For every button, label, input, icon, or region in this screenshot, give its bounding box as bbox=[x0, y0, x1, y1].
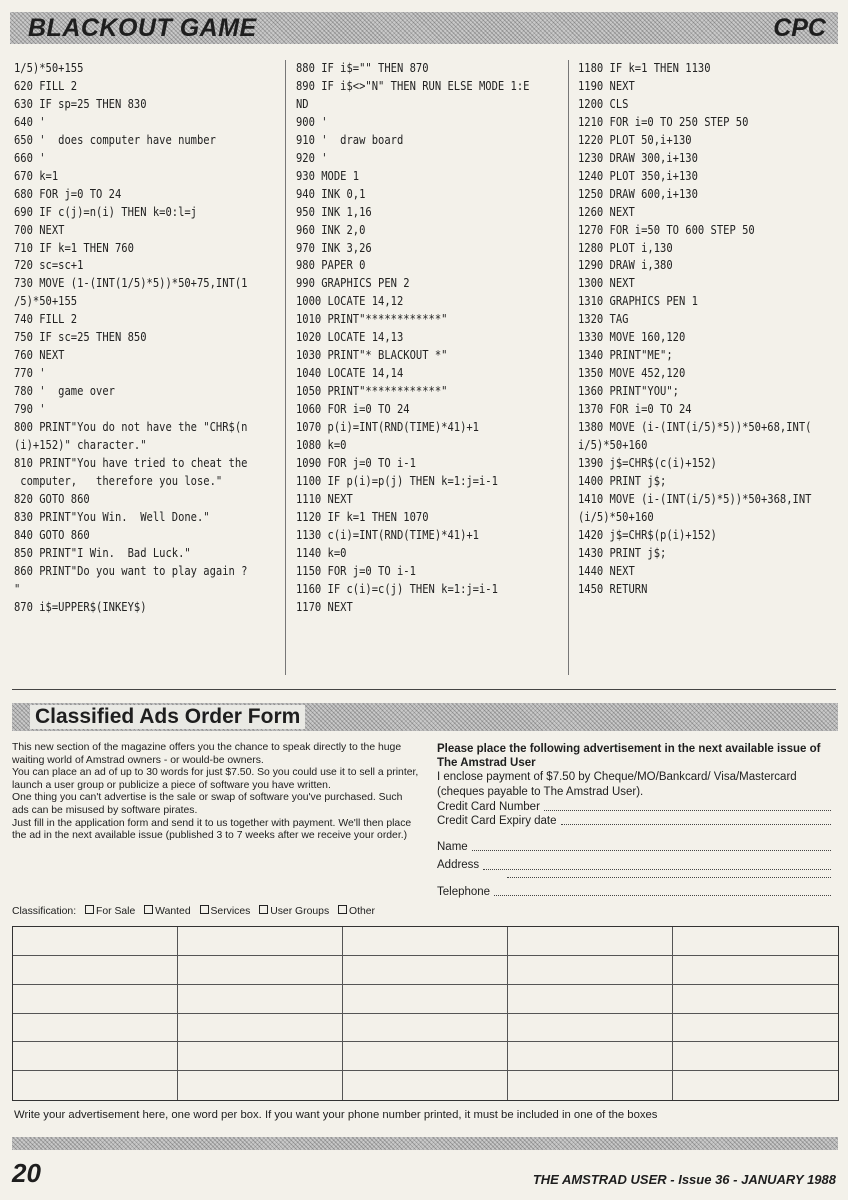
word-box[interactable] bbox=[673, 985, 838, 1014]
code-line: 1000 LOCATE 14,12 bbox=[296, 294, 404, 309]
word-box[interactable] bbox=[673, 927, 838, 956]
code-line: 900 ' bbox=[296, 114, 328, 129]
code-line: 880 IF i$="" THEN 870 bbox=[296, 61, 429, 75]
code-line: 1150 FOR j=0 TO i-1 bbox=[296, 563, 416, 578]
code-line: 890 IF i$<>"N" THEN RUN ELSE MODE 1:E bbox=[296, 78, 530, 93]
code-line: 1380 MOVE (i-(INT(i/5)*5))*50+68,INT( bbox=[578, 420, 812, 435]
page-number: 20 bbox=[12, 1158, 41, 1188]
address-field[interactable]: Address bbox=[437, 858, 833, 872]
code-line: 690 IF c(j)=n(i) THEN k=0:l=j bbox=[14, 204, 198, 219]
code-line: 1140 k=0 bbox=[296, 545, 347, 560]
column-divider bbox=[285, 60, 286, 675]
word-box[interactable] bbox=[673, 1014, 838, 1043]
classification-row bbox=[12, 905, 375, 917]
word-box[interactable] bbox=[508, 1014, 673, 1043]
code-line: 1030 PRINT"* BLACKOUT *" bbox=[296, 348, 448, 363]
word-box[interactable] bbox=[508, 1042, 673, 1071]
code-line: 1390 j$=CHR$(c(i)+152) bbox=[578, 455, 717, 470]
payment-text: I enclose payment of $7.50 by Cheque/MO/Bankcard/ Visa/Mastercard (cheques payable to The Amstrad User). bbox=[437, 771, 797, 798]
code-line: 1310 GRAPHICS PEN 1 bbox=[578, 294, 698, 309]
code-line: 1210 FOR i=0 TO 250 STEP 50 bbox=[578, 114, 749, 129]
code-line: 850 PRINT"I Win. Bad Luck." bbox=[14, 545, 191, 560]
word-box[interactable] bbox=[343, 1042, 508, 1071]
code-line: 930 MODE 1 bbox=[296, 168, 360, 183]
word-box[interactable] bbox=[13, 1042, 178, 1071]
code-line: 630 IF sp=25 THEN 830 bbox=[14, 96, 147, 111]
word-box[interactable] bbox=[343, 927, 508, 956]
checkbox-for-sale[interactable] bbox=[85, 905, 94, 914]
code-line: 670 k=1 bbox=[14, 168, 59, 183]
code-line: 1190 NEXT bbox=[578, 78, 635, 93]
order-details bbox=[437, 742, 833, 899]
code-line: i/5)*50+160 bbox=[578, 438, 648, 453]
code-line: 1110 NEXT bbox=[296, 491, 353, 506]
code-line: 1220 PLOT 50,i+130 bbox=[578, 132, 692, 147]
code-line: 1120 IF k=1 THEN 1070 bbox=[296, 509, 429, 524]
word-box[interactable] bbox=[508, 927, 673, 956]
code-line: 1270 FOR i=50 TO 600 STEP 50 bbox=[578, 222, 755, 237]
code-line: 1050 PRINT"************" bbox=[296, 384, 448, 399]
code-line: 1/5)*50+155 bbox=[14, 61, 84, 75]
code-line: computer, therefore you lose." bbox=[20, 473, 223, 488]
code-line: 860 PRINT"Do you want to play again ? bbox=[14, 563, 248, 578]
listing-column-1 bbox=[14, 60, 247, 617]
order-heading: Please place the following advertisement in the next available issue of The Amstrad User bbox=[437, 743, 821, 770]
code-line: 1200 CLS bbox=[578, 96, 629, 111]
checkbox-wanted[interactable] bbox=[144, 905, 153, 914]
code-line: 1440 NEXT bbox=[578, 563, 635, 578]
code-line: 910 ' draw board bbox=[296, 132, 404, 147]
code-line: 1420 j$=CHR$(p(i)+152) bbox=[578, 527, 717, 542]
word-box[interactable] bbox=[13, 956, 178, 985]
write-note: Write your advertisement here, one word per box. If you want your phone number printed, it must be included in one of the boxes bbox=[14, 1109, 658, 1121]
word-box[interactable] bbox=[178, 1042, 343, 1071]
word-box[interactable] bbox=[508, 985, 673, 1014]
code-line: 1370 FOR i=0 TO 24 bbox=[578, 402, 692, 417]
code-line: 960 INK 2,0 bbox=[296, 222, 366, 237]
word-box[interactable] bbox=[13, 985, 178, 1014]
code-line: 1450 RETURN bbox=[578, 581, 648, 596]
code-line: 750 IF sc=25 THEN 850 bbox=[14, 330, 147, 345]
platform-tag: CPC bbox=[773, 14, 826, 42]
ads-intro bbox=[12, 742, 420, 843]
code-line: 980 PAPER 0 bbox=[296, 258, 366, 273]
code-line: 830 PRINT"You Win. Well Done." bbox=[14, 509, 210, 524]
code-line: 640 ' bbox=[14, 114, 46, 129]
listing-column-2 bbox=[296, 60, 529, 617]
code-line: 1410 MOVE (i-(INT(i/5)*5))*50+368,INT bbox=[578, 491, 812, 506]
classification-label: Classification: bbox=[12, 906, 77, 917]
code-line: 1260 NEXT bbox=[578, 204, 635, 219]
code-line: (i)+152)" character." bbox=[14, 438, 147, 453]
word-box[interactable] bbox=[178, 985, 343, 1014]
code-line: 1100 IF p(i)=p(j) THEN k=1:j=i-1 bbox=[296, 473, 498, 488]
ads-title: Classified Ads Order Form bbox=[30, 705, 305, 729]
code-line: 920 ' bbox=[296, 150, 328, 165]
intro-paragraph: One thing you can't advertise is the sale or swap of software you've purchased. Such ads can be misused by software pirates. bbox=[12, 792, 403, 816]
word-box[interactable] bbox=[508, 1071, 673, 1100]
code-line: 1230 DRAW 300,i+130 bbox=[578, 150, 698, 165]
code-line: 620 FILL 2 bbox=[14, 78, 78, 93]
code-line: 680 FOR j=0 TO 24 bbox=[14, 186, 122, 201]
word-box[interactable] bbox=[343, 1014, 508, 1043]
code-line: 1070 p(i)=INT(RND(TIME)*41)+1 bbox=[296, 420, 480, 435]
checkbox-user-groups[interactable] bbox=[259, 905, 268, 914]
code-line: 1010 PRINT"************" bbox=[296, 312, 448, 327]
code-line: 1240 PLOT 350,i+130 bbox=[578, 168, 698, 183]
intro-paragraph: You can place an ad of up to 30 words for just $7.50. So you could use it to sell a printer, launch a user group or publicize a piece of software you have written. bbox=[12, 767, 419, 791]
code-line: 1350 MOVE 452,120 bbox=[578, 366, 686, 381]
code-line: 1080 k=0 bbox=[296, 438, 347, 453]
ads-banner bbox=[12, 703, 838, 731]
checkbox-other[interactable] bbox=[338, 905, 347, 914]
code-line: 1330 MOVE 160,120 bbox=[578, 330, 686, 345]
name-field[interactable]: Name bbox=[437, 840, 833, 854]
code-line: 1300 NEXT bbox=[578, 276, 635, 291]
code-line: 740 FILL 2 bbox=[14, 312, 78, 327]
code-line: 650 ' does computer have number bbox=[14, 132, 216, 147]
code-line: (i/5)*50+160 bbox=[578, 509, 654, 524]
footer-credit: THE AMSTRAD USER - Issue 36 - JANUARY 1988 bbox=[532, 1172, 836, 1187]
checkbox-services[interactable] bbox=[200, 905, 209, 914]
intro-paragraph: Just fill in the application form and send it to us together with payment. We'll then place the ad in the next available issue (published 3 to 7 weeks after we receive your order.) bbox=[12, 817, 412, 842]
code-line: 720 sc=sc+1 bbox=[14, 258, 84, 273]
code-line: 870 i$=UPPER$(INKEY$) bbox=[14, 599, 147, 614]
code-line: 940 INK 0,1 bbox=[296, 186, 366, 201]
code-line: 1360 PRINT"YOU"; bbox=[578, 384, 679, 399]
code-line: 1320 TAG bbox=[578, 312, 629, 327]
code-line: 1170 NEXT bbox=[296, 599, 353, 614]
code-line: 820 GOTO 860 bbox=[14, 491, 90, 506]
option-label: Wanted bbox=[155, 906, 191, 917]
code-line: 990 GRAPHICS PEN 2 bbox=[296, 276, 410, 291]
word-box[interactable] bbox=[178, 956, 343, 985]
intro-paragraph: This new section of the magazine offers you the chance to speak directly to the huge waiting world of Amstrad owners - or would-be owners. bbox=[12, 742, 402, 766]
code-line: 770 ' bbox=[14, 366, 46, 381]
card-number-field[interactable]: Credit Card Number bbox=[437, 800, 833, 814]
code-line: 1060 FOR i=0 TO 24 bbox=[296, 402, 410, 417]
card-expiry-field[interactable]: Credit Card Expiry date bbox=[437, 814, 833, 828]
code-line: 1130 c(i)=INT(RND(TIME)*41)+1 bbox=[296, 527, 480, 542]
word-box[interactable] bbox=[343, 1071, 508, 1100]
code-line: 710 IF k=1 THEN 760 bbox=[14, 240, 134, 255]
code-line: 1280 PLOT i,130 bbox=[578, 240, 673, 255]
code-line: /5)*50+155 bbox=[14, 294, 78, 309]
option-label: Services bbox=[210, 906, 251, 917]
code-line: 1340 PRINT"ME"; bbox=[578, 348, 673, 363]
code-line: ND bbox=[296, 96, 309, 111]
word-box[interactable] bbox=[508, 956, 673, 985]
word-box[interactable] bbox=[673, 1042, 838, 1071]
telephone-field[interactable]: Telephone bbox=[437, 885, 833, 899]
word-box[interactable] bbox=[13, 1014, 178, 1043]
code-line: 1180 IF k=1 THEN 1130 bbox=[578, 61, 711, 75]
word-box[interactable] bbox=[343, 985, 508, 1014]
word-box[interactable] bbox=[13, 927, 178, 956]
option-label: For Sale bbox=[96, 906, 136, 917]
word-box[interactable] bbox=[178, 1014, 343, 1043]
code-line: 1090 FOR j=0 TO i-1 bbox=[296, 455, 416, 470]
code-line: 660 ' bbox=[14, 150, 46, 165]
option-label: User Groups bbox=[270, 906, 330, 917]
column-divider bbox=[568, 60, 569, 675]
word-box[interactable] bbox=[673, 956, 838, 985]
code-line: 810 PRINT"You have tried to cheat the bbox=[14, 455, 248, 470]
code-line: 970 INK 3,26 bbox=[296, 240, 372, 255]
code-line: 950 INK 1,16 bbox=[296, 204, 372, 219]
page-title: BLACKOUT GAME bbox=[28, 14, 257, 42]
word-box[interactable] bbox=[13, 1071, 178, 1100]
code-line: 1040 LOCATE 14,14 bbox=[296, 366, 404, 381]
code-line: 800 PRINT"You do not have the "CHR$(n bbox=[14, 420, 248, 435]
code-line: " bbox=[14, 581, 21, 596]
word-box[interactable] bbox=[673, 1071, 838, 1100]
bottom-strip bbox=[12, 1137, 838, 1150]
word-box[interactable] bbox=[343, 956, 508, 985]
code-line: 730 MOVE (1-(INT(1/5)*5))*50+75,INT(1 bbox=[14, 276, 248, 291]
code-line: 700 NEXT bbox=[14, 222, 65, 237]
code-line: 1020 LOCATE 14,13 bbox=[296, 330, 404, 345]
code-line: 760 NEXT bbox=[14, 348, 65, 363]
page-header bbox=[10, 12, 838, 44]
code-line: 1160 IF c(i)=c(j) THEN k=1:j=i-1 bbox=[296, 581, 498, 596]
code-line: 790 ' bbox=[14, 402, 46, 417]
listing-column-3 bbox=[578, 60, 811, 599]
code-line: 780 ' game over bbox=[14, 384, 115, 399]
ad-word-grid bbox=[12, 926, 839, 1101]
code-line: 1430 PRINT j$; bbox=[578, 545, 667, 560]
code-line: 1400 PRINT j$; bbox=[578, 473, 667, 488]
word-box[interactable] bbox=[178, 1071, 343, 1100]
section-divider bbox=[12, 689, 836, 690]
address-line-2[interactable] bbox=[503, 877, 833, 881]
word-box[interactable] bbox=[178, 927, 343, 956]
code-line: 1290 DRAW i,380 bbox=[578, 258, 673, 273]
code-line: 1250 DRAW 600,i+130 bbox=[578, 186, 698, 201]
option-label: Other bbox=[349, 906, 376, 917]
code-line: 840 GOTO 860 bbox=[14, 527, 90, 542]
